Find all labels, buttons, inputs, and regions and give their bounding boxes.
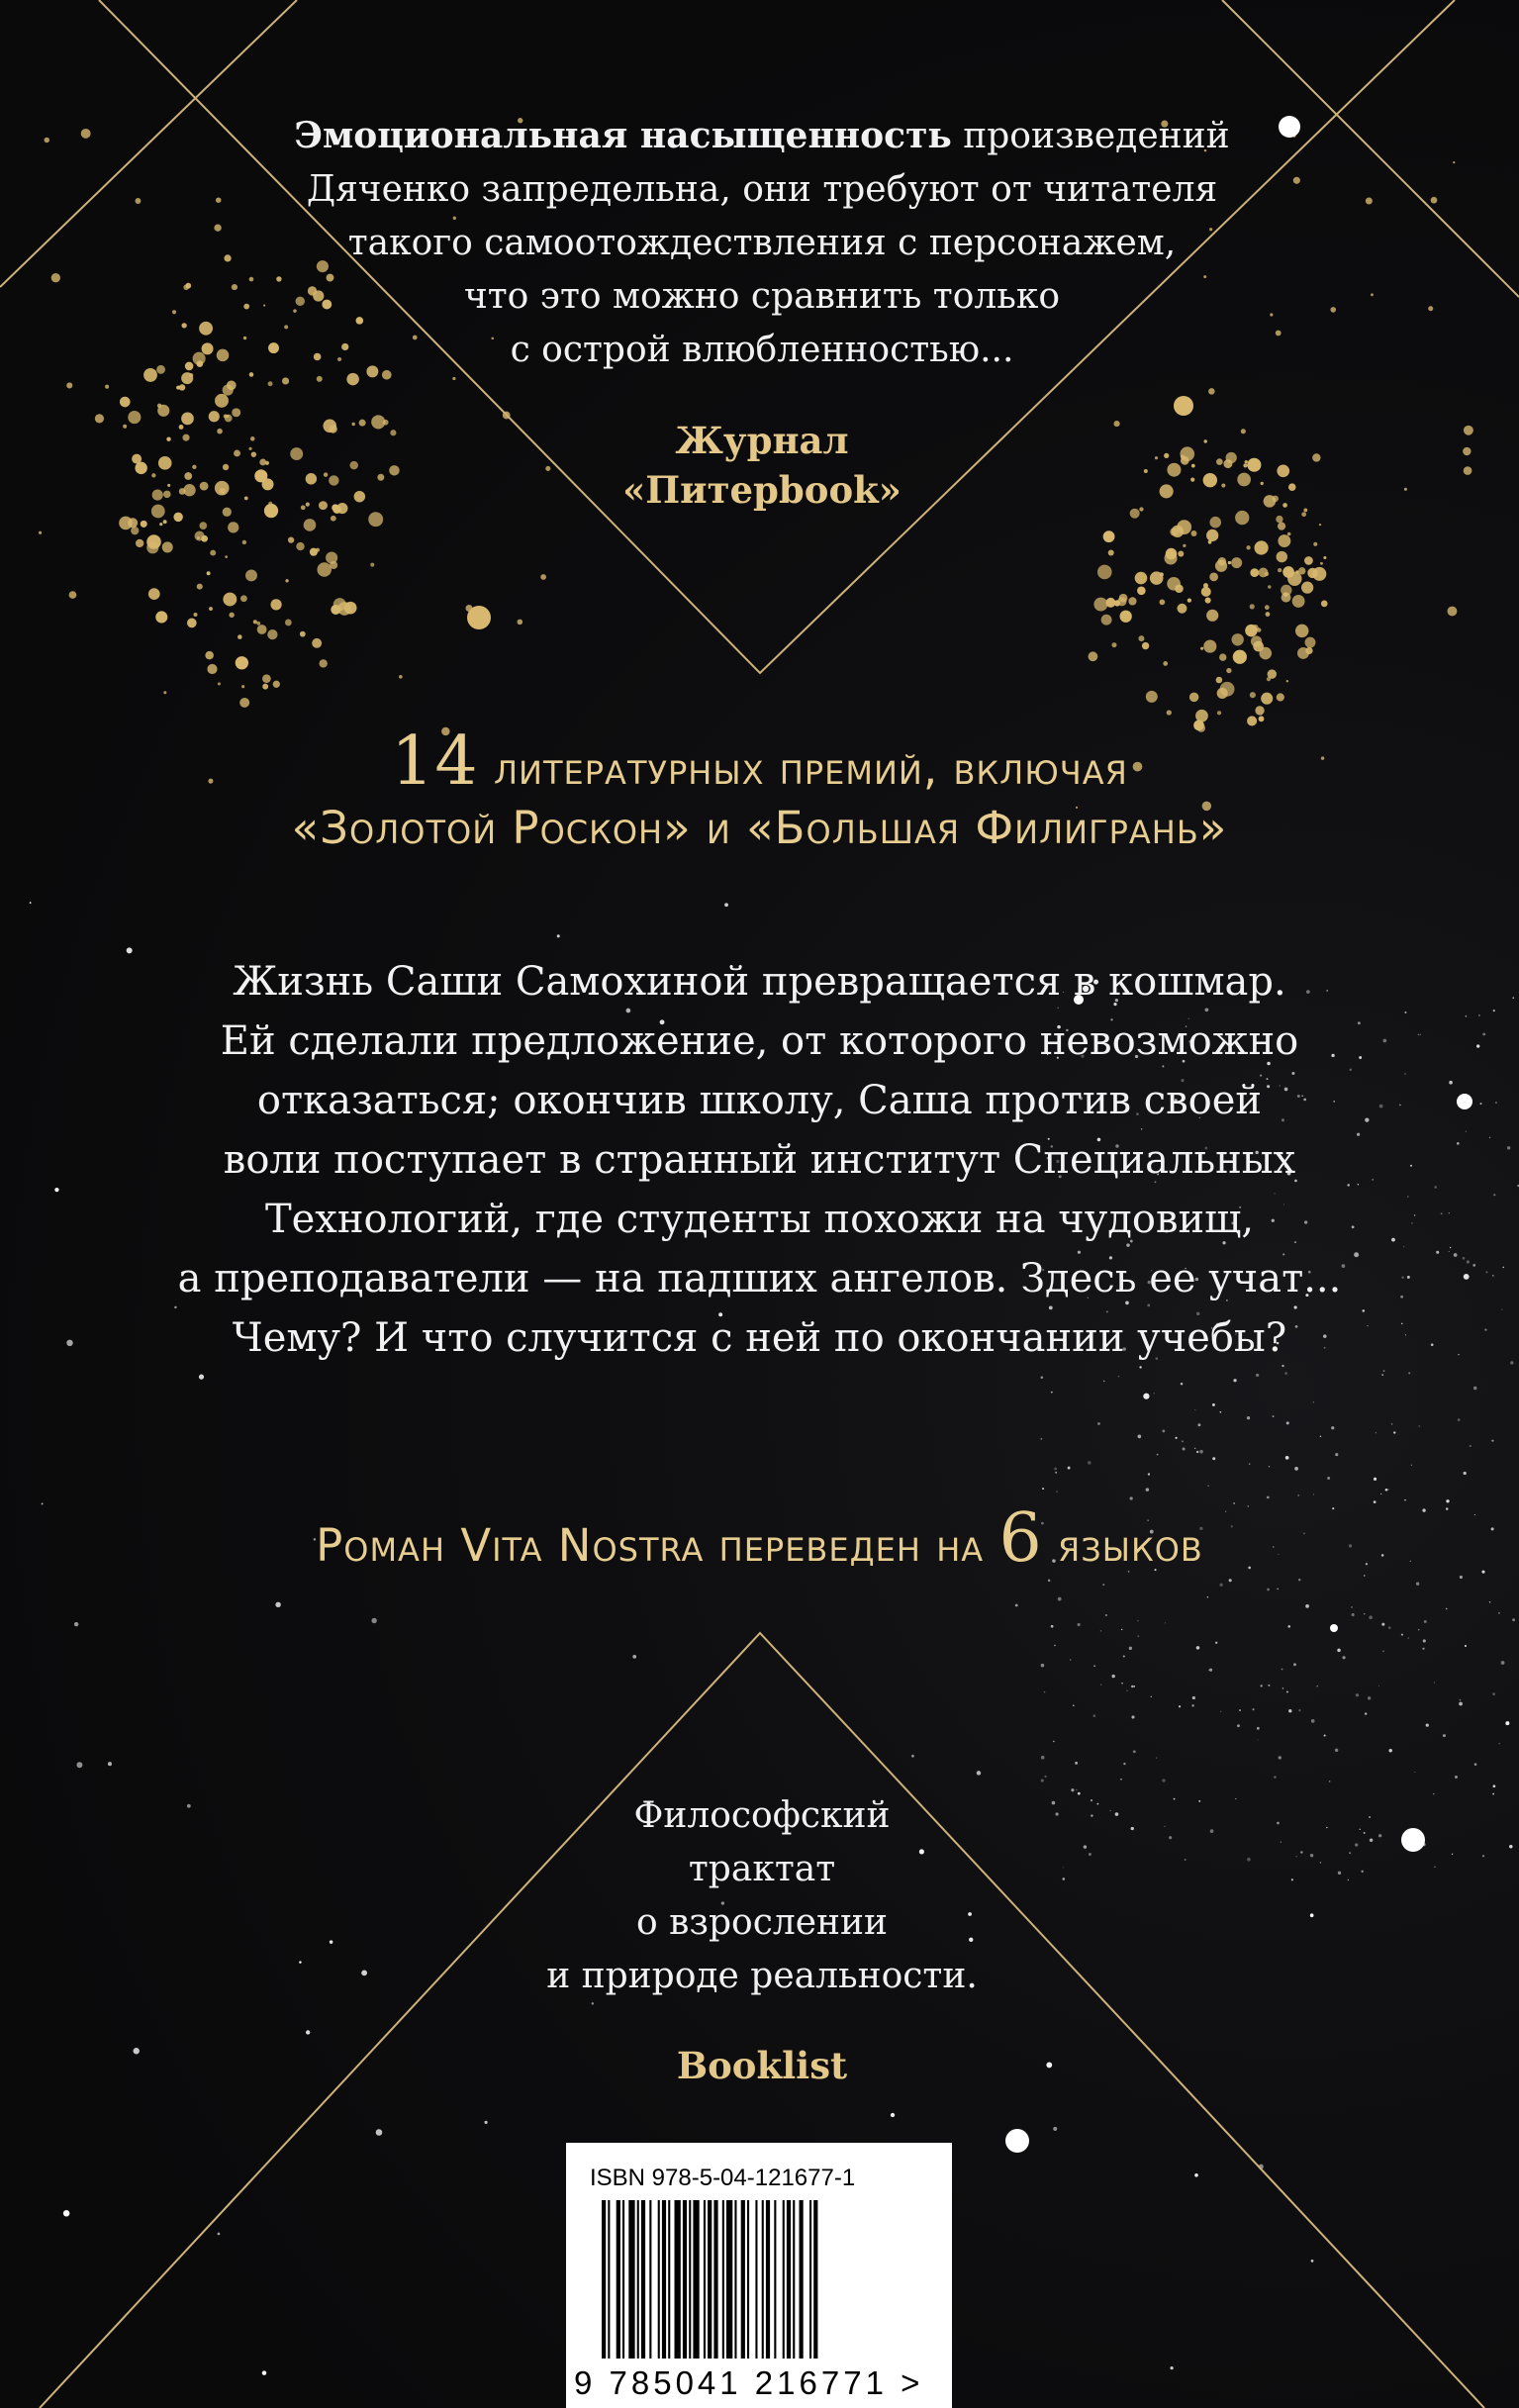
quote-bottom-line: трактат xyxy=(688,1849,836,1889)
description-line: Чему? И что случится с ней по окончании учебы? xyxy=(232,1315,1287,1361)
awards-line-1-text: литературных премий, включая xyxy=(478,742,1128,795)
source-line: «Питерbook» xyxy=(622,468,902,512)
translations-count: 6 xyxy=(998,1499,1043,1578)
barcode-bar xyxy=(762,2200,764,2359)
barcode-bar xyxy=(787,2200,791,2359)
description-line: Технологий, где студенты похожи на чудовищ, xyxy=(264,1197,1255,1242)
review-quote-top xyxy=(198,109,1326,377)
barcode-bar xyxy=(668,2200,670,2359)
translations-text-before: Роман Vita Nostra переведен на xyxy=(316,1519,999,1572)
barcode-bar xyxy=(622,2200,624,2359)
quote-top-line-1-rest: произведений xyxy=(951,116,1230,156)
barcode-bar xyxy=(783,2200,785,2359)
quote-bottom-line: о взрослении xyxy=(635,1902,889,1943)
barcode-bar xyxy=(722,2200,724,2359)
translations-text-after: языков xyxy=(1042,1519,1203,1572)
source-line: Журнал xyxy=(675,419,849,462)
book-description xyxy=(148,952,1371,1368)
barcode-bars xyxy=(602,2200,918,2366)
barcode-bar xyxy=(689,2200,691,2359)
barcode-bar xyxy=(641,2200,645,2359)
barcode-bar xyxy=(704,2200,706,2359)
isbn-label: ISBN 978-5-04-121677-1 xyxy=(590,2165,856,2191)
awards-line-2: «Золотой Роскон» и «Большая Филигрань» xyxy=(291,802,1228,854)
quote-top-line-1 xyxy=(198,109,1326,163)
barcode-bar xyxy=(774,2200,776,2359)
review-quote-bottom xyxy=(475,1789,1049,2003)
barcode-bar xyxy=(637,2200,639,2359)
quote-top-line: Дяченко запредельна, они требуют от читателя xyxy=(306,169,1218,210)
barcode-bar xyxy=(766,2200,770,2359)
quote-top-line: такого самоотождествления с персонажем, xyxy=(347,223,1177,263)
awards-count: 14 xyxy=(391,722,479,801)
barcode-bar xyxy=(617,2200,620,2359)
quote-top-line: что это можно сравнить только xyxy=(463,276,1061,317)
barcode-bar xyxy=(741,2200,745,2359)
barcode-bar xyxy=(747,2200,749,2359)
quote-top-bold: Эмоциональная насыщенность xyxy=(294,115,952,156)
barcode-bar xyxy=(726,2200,732,2359)
barcode-bar xyxy=(800,2200,804,2359)
barcode-bar xyxy=(675,2200,681,2359)
barcode-bar xyxy=(793,2200,795,2359)
description-line: отказаться; окончив школу, Саша против своей xyxy=(256,1078,1263,1123)
translations-heading xyxy=(139,1499,1380,1581)
quote-bottom-source: Booklist xyxy=(676,2044,848,2087)
barcode-bar xyxy=(813,2200,817,2359)
awards-line-1 xyxy=(139,722,1380,801)
barcode-bar xyxy=(608,2200,610,2359)
barcode-bar xyxy=(662,2200,666,2359)
barcode-bar xyxy=(658,2200,660,2359)
description-line: а преподаватели — на падших ангелов. Здесь ее учат... xyxy=(177,1256,1342,1301)
barcode-bar xyxy=(713,2200,717,2359)
description-line: воли поступает в странный институт Специальных xyxy=(223,1137,1296,1183)
barcode-bar xyxy=(602,2200,606,2359)
barcode-bar xyxy=(649,2200,651,2359)
barcode-bar xyxy=(755,2200,757,2359)
barcode-bar xyxy=(809,2200,811,2359)
barcode-bar xyxy=(734,2200,736,2359)
barcode-bar xyxy=(628,2200,634,2359)
barcode-bar xyxy=(708,2200,712,2359)
barcode-bar xyxy=(683,2200,687,2359)
awards-heading xyxy=(139,722,1380,858)
quote-top-source xyxy=(495,416,1029,515)
quote-top-line: с острой влюбленностью... xyxy=(510,330,1014,370)
barcode-digits: 9 785041 216771 > xyxy=(574,2364,924,2401)
isbn-barcode xyxy=(566,2143,952,2408)
description-line: Ей сделали предложение, от которого невозможно xyxy=(220,1018,1299,1064)
description-line: Жизнь Саши Самохиной превращается в кошмар. xyxy=(233,959,1286,1005)
quote-bottom-line: Философский xyxy=(633,1795,891,1836)
quote-bottom-line: и природе реальности. xyxy=(546,1956,978,1996)
barcode-bar xyxy=(693,2200,699,2359)
